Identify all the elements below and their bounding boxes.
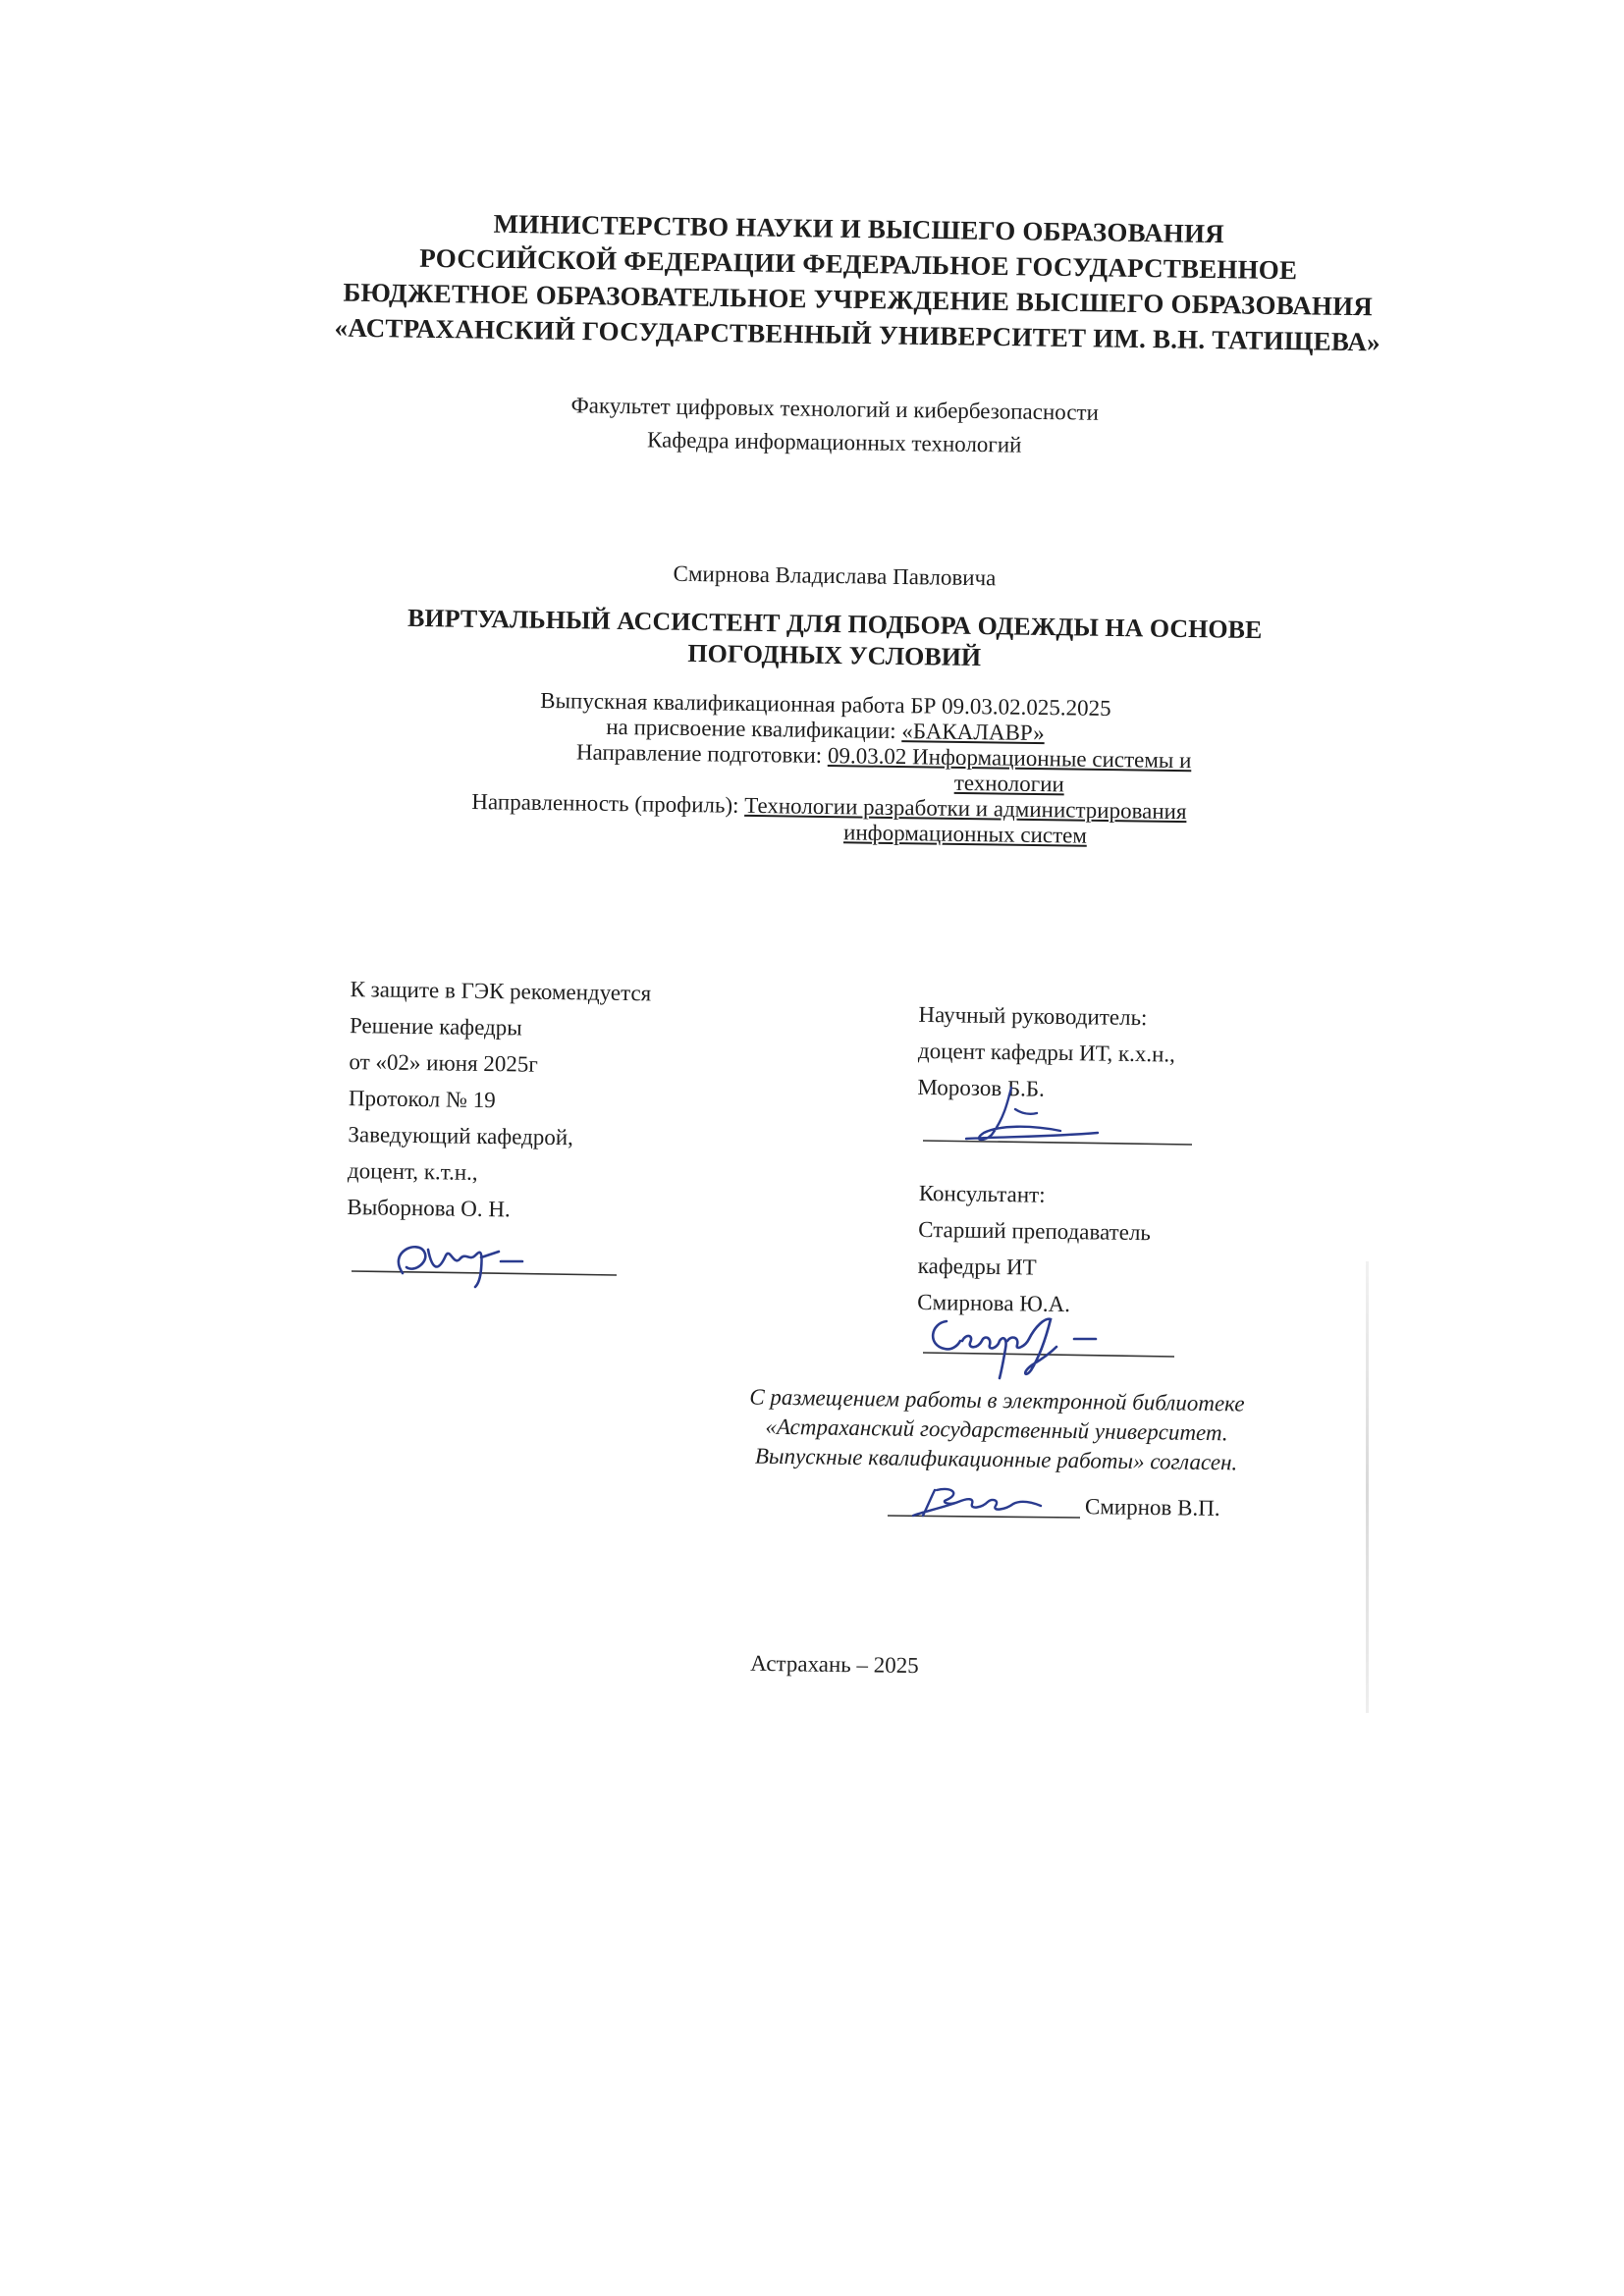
defense-recommendation-block bbox=[347, 971, 763, 1231]
ministry-line: РОССИЙСКОЙ ФЕДЕРАЦИИ ФЕДЕРАЛЬНОЕ ГОСУДАРСТВЕННОЕ bbox=[419, 242, 1298, 286]
qualification-value: «БАКАЛАВР» bbox=[901, 719, 1045, 746]
work-type: Выпускная квалификационная работа БР 09.03.02.025.2025 bbox=[540, 687, 1111, 721]
consent-line: «Астраханский государственный университет. bbox=[765, 1414, 1228, 1446]
defense-line: Выборнова О. Н. bbox=[347, 1195, 511, 1222]
head-of-department-signature bbox=[344, 1222, 628, 1291]
ministry-line: БЮДЖЕТНОЕ ОБРАЗОВАТЕЛЬНОЕ УЧРЕЖДЕНИЕ ВЫСШЕГО ОБРАЗОВАНИЯ bbox=[343, 277, 1374, 322]
city-year: Астрахань – 2025 bbox=[750, 1650, 919, 1679]
consent-line: С размещением работы в электронной библиотеке bbox=[749, 1384, 1245, 1416]
consultant-line: Старший преподаватель bbox=[918, 1216, 1152, 1246]
consultant-block bbox=[917, 1175, 1351, 1326]
direction-label: Направление подготовки: bbox=[575, 739, 823, 768]
consultant-line: Консультант: bbox=[918, 1180, 1046, 1207]
consent-signer-name: Смирнов В.П. bbox=[1084, 1494, 1220, 1521]
supervisor-line: доцент кафедры ИТ, к.х.н., bbox=[917, 1038, 1176, 1067]
direction-value-1: 09.03.02 Информационные системы и bbox=[827, 743, 1192, 774]
consultant-signature bbox=[913, 1306, 1208, 1394]
direction-value-2: технологии bbox=[953, 770, 1064, 797]
consent-line: Выпускные квалификационные работы» согласен. bbox=[754, 1443, 1238, 1475]
supervisor-line: Научный руководитель: bbox=[918, 1001, 1148, 1031]
profile-value-2: информационных систем bbox=[842, 820, 1088, 848]
defense-line: от «02» июня 2025г bbox=[349, 1049, 539, 1077]
ministry-header bbox=[293, 203, 1424, 360]
work-title-line: ПОГОДНЫХ УСЛОВИЙ bbox=[687, 638, 982, 672]
work-info bbox=[352, 685, 1297, 851]
work-title bbox=[344, 602, 1326, 678]
consent-signer bbox=[884, 1491, 1276, 1522]
ministry-line: «АСТРАХАНСКИЙ ГОСУДАРСТВЕННЫЙ УНИВЕРСИТЕТ ИМ. В.Н. ТАТИЩЕВА» bbox=[334, 312, 1381, 357]
defense-line: К защите в ГЭК рекомендуется bbox=[350, 977, 652, 1006]
defense-line: Заведующий кафедрой, bbox=[348, 1122, 574, 1150]
faculty-name: Факультет цифровых технологий и кибербезопасности bbox=[570, 393, 1100, 425]
defense-line: доцент, к.т.н., bbox=[347, 1158, 478, 1185]
department-name: Кафедра информационных технологий bbox=[646, 427, 1022, 457]
consultant-line: кафедры ИТ bbox=[917, 1253, 1037, 1280]
qualification-prefix: на присвоение квалификации: bbox=[606, 714, 896, 744]
defense-line: Решение кафедры bbox=[349, 1013, 522, 1041]
scan-edge-shadow bbox=[1366, 1261, 1369, 1713]
library-consent-text bbox=[677, 1381, 1316, 1478]
consultant-line: Смирнова Ю.А. bbox=[917, 1289, 1071, 1317]
supervisor-line: Морозов Б.Б. bbox=[917, 1074, 1046, 1101]
author-name: Смирнова Владислава Павловича bbox=[673, 561, 997, 591]
work-title-line: ВИРТУАЛЬНЫЙ АССИСТЕНТ ДЛЯ ПОДБОРА ОДЕЖДЫ НА ОСНОВЕ bbox=[406, 603, 1263, 645]
defense-line: Протокол № 19 bbox=[348, 1086, 496, 1113]
profile-value-1: Технологии разработки и администрирования bbox=[744, 792, 1187, 825]
ministry-line: МИНИСТЕРСТВО НАУКИ И ВЫСШЕГО ОБРАЗОВАНИЯ bbox=[493, 208, 1225, 249]
supervisor-signature bbox=[913, 1080, 1208, 1158]
faculty-block bbox=[442, 387, 1228, 464]
profile-label: Направленность (профиль): bbox=[471, 788, 739, 818]
